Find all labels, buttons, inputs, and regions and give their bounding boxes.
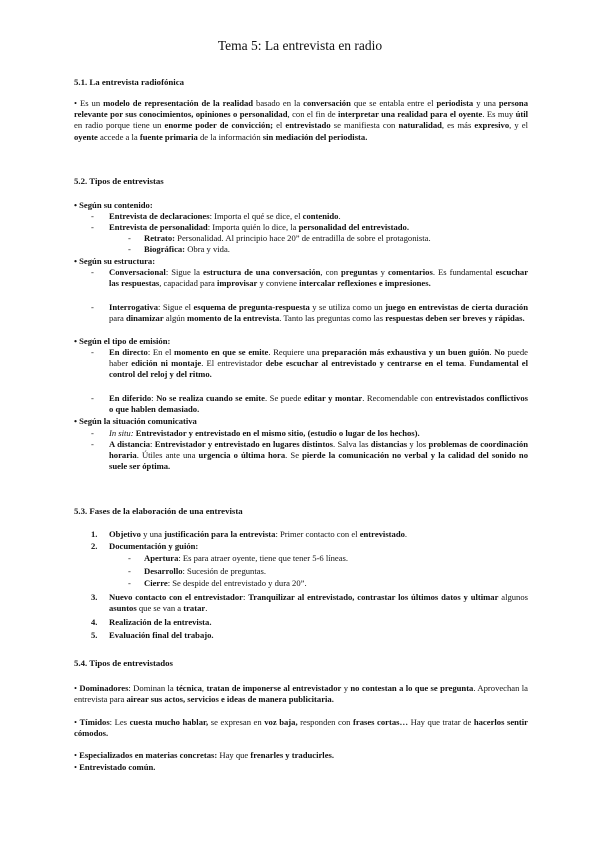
text-run: Fundamental el control del reloj y del ritmo. [109,358,528,380]
text-run: distancias [370,439,408,449]
phase-subitem-cierre [144,578,528,589]
text-run: . [464,358,470,369]
text-run: : [151,393,157,403]
text-run: : [242,592,249,602]
section-heading-5-1: 5.1. La entrevista radiofónica [74,77,185,87]
phase-item-evaluacion [109,630,528,641]
text-run: Entrevista de personalidad [109,222,208,232]
text-run: accede a la [97,131,140,142]
text-run: : En el [147,347,175,357]
list-item-diferido [109,393,528,415]
ordinal-3: 3. [91,592,98,602]
text-run: Desarrollo [144,566,183,576]
text-run: periodista [436,98,474,108]
text-run: de la información [197,131,263,142]
dash-marker: - [128,566,131,576]
ordinal-2: 2. [91,541,98,551]
text-run: que se van a [136,603,184,614]
text-run: • [74,750,80,760]
list-item-biografica [144,244,528,255]
text-run: el [272,120,286,131]
text-run: y [377,267,388,277]
text-run: y se utiliza como un [309,302,386,312]
paragraph-5-1 [74,98,528,143]
dash-marker: - [91,428,94,438]
text-run: Entrevista de declaraciones [109,211,210,221]
text-run: Especializados en materias concretas: [79,750,218,760]
text-run: entrevistado [285,120,331,131]
text-run: útil [515,109,528,120]
list-label-contenido: • Según su contenido: [74,200,153,210]
text-run: . Salva las [332,439,371,449]
text-run: Hay que tratar de [408,717,474,727]
text-run: basado en la [253,98,304,108]
phase-item-documentacion [109,541,528,552]
text-run: sin mediación del periodista. [262,131,368,142]
list-item-declaraciones [109,211,528,222]
text-run: para [109,313,126,324]
text-run: Realización de la entrevista. [109,617,212,627]
text-run: problemas de coordinación horaria [109,439,528,461]
list-label-estructura: • Según su estructura: [74,256,156,266]
text-run: Dominadores [79,683,129,693]
dash-marker: - [91,267,94,277]
text-run: . Se [285,450,303,461]
list-item-a-distancia [109,439,528,473]
text-run: Entrevistado común. [79,762,156,772]
text-run: frases cortas… [353,717,409,727]
text-run: A distancia [109,439,151,449]
text-run: hacerlos sentir cómodos. [74,717,528,739]
text-run: : Sucesión de preguntas. [182,566,267,576]
text-run: se expresan en [208,717,265,727]
section-heading-5-2: 5.2. Tipos de entrevistas [74,176,164,186]
text-run: técnica [176,683,202,693]
text-run: Conversacional [109,267,166,277]
text-run: escuchar las respuestas [109,267,529,289]
text-run: personalidad del entrevistado. [298,222,410,232]
text-run: en radio porque tiene un [74,120,165,131]
text-run: algunos [498,592,528,602]
text-run: y una [140,529,165,539]
dash-marker: - [91,393,94,403]
text-run: airear sus actos, servicios e ideas de manera publicitaria. [126,694,334,705]
text-run: interpretar una realidad para el oyente [338,109,483,120]
text-run: • [74,717,80,727]
text-run: conversación [303,98,351,108]
text-run: . Es fundamental [432,267,496,277]
text-run: . Tanto las preguntas como las [279,313,386,324]
text-run: . Útiles ante una [136,450,199,461]
text-run: , y el [509,120,529,131]
text-run: contenido [302,211,339,221]
text-run: Tranquilizar al entrevistado, contrastar los últimos datos y ultimar [248,592,499,602]
text-run: editar y montar [303,393,363,403]
text-run: y [341,683,351,693]
text-run: respuestas deben ser breves y rápidas. [385,313,525,324]
list-item-personalidad [109,222,528,233]
list-item-retrato [144,233,528,244]
text-run: oyente [74,131,98,142]
text-run: momento en que se emite [174,347,269,357]
text-run: , con [320,267,341,277]
phase-item-nuevo-contacto [109,592,528,614]
text-run: Interrogativa [109,302,159,312]
text-run: : Les [109,717,130,727]
text-run: No se realiza cuando se emite [156,393,265,403]
phase-subitem-apertura [144,553,528,564]
text-run: Cierre [144,578,168,588]
text-run: : Es para atraer oyente, tiene que tener 5-6 líneas. [178,553,349,563]
text-run: : Primer contacto con el [275,529,360,539]
text-run: Apertura [144,553,179,563]
interviewee-type-especializados [74,750,528,761]
text-run: entrevistados conflictivos o que hablen demasiado. [109,393,528,415]
phase-item-objetivo [109,529,528,540]
text-run: • [74,762,80,772]
text-run: Tímidos [79,717,110,727]
ordinal-1: 1. [91,529,98,539]
ordinal-4: 4. [91,617,98,627]
text-run: . [404,529,408,539]
text-run: asuntos [109,603,137,614]
text-run: . [338,211,341,221]
list-label-situacion: • Según la situación comunicativa [74,416,197,426]
text-run: . [205,603,208,614]
text-run: puede haber [109,347,528,369]
dash-marker: - [91,302,94,312]
text-run: Entrevistador y entrevistado en lugares distintos [154,439,333,449]
text-run: Obra y vida. [185,244,230,254]
text-run: : Sigue la [165,267,204,277]
text-run: , es más [441,120,475,131]
text-run: frenarles y traducirles. [250,750,334,760]
text-run: tratar [183,603,206,614]
text-run: Documentación y guión: [109,541,199,551]
text-run: Nuevo contacto con el entrevistador [109,592,243,602]
text-run: No [494,347,505,357]
text-run: : Se despide del entrevistado y dura 20”. [167,578,307,588]
text-run: • [74,683,80,693]
text-run: enorme poder de convicción; [164,120,273,131]
text-run: : Importa quién lo dice, la [207,222,299,232]
dash-marker: - [91,222,94,232]
text-run: modelo de representación de la realidad [103,98,254,108]
text-run: . Se puede [264,393,304,403]
text-run: entrevistado [359,529,405,539]
text-run: urgencia o última hora [198,450,286,461]
text-run: Entrevistador y entrevistado en el mismo sitio, (estudio o lugar de los hechos). [133,428,420,438]
text-run: comentarios [387,267,433,277]
interviewee-type-dominadores [74,683,528,705]
list-item-directo [109,347,528,381]
phase-subitem-desarrollo [144,566,528,577]
text-run: preparación más exhaustiva y un buen guión [322,347,490,357]
text-run: momento de la entrevista [187,313,280,324]
text-run: fuente primaria [139,131,198,142]
text-run: que se entabla entre el [350,98,437,108]
text-run: • Es un [74,98,104,108]
text-run: : Importa el qué se dice, el [209,211,303,221]
text-run: y una [473,98,499,108]
text-run: se manifiesta con [330,120,399,131]
text-run: intercalar reflexiones e impresiones. [299,278,431,289]
text-run: Evaluación final del trabajo. [109,630,214,640]
text-run: justificación para la entrevista [164,529,276,539]
text-run: naturalidad [398,120,442,131]
dash-marker: - [128,578,131,588]
text-run: . El entrevistador [201,358,266,369]
text-run: juego [385,302,406,312]
text-run: , capacidad para [159,278,217,289]
text-run: Objetivo [109,529,141,539]
text-run: debe escuchar al entrevistado y centrarse en el tema [265,358,465,369]
text-run: responden con [297,717,354,727]
text-run: . Requiere una [268,347,323,357]
text-run: voz baja, [264,717,298,727]
text-run: En directo [109,347,148,357]
text-run: persona relevante por sus conocimientos, opiniones o personalidad [74,98,528,120]
text-run: algún [163,313,188,324]
text-run: . Aprovechan la entrevista para [74,683,528,705]
text-run: preguntas [341,267,378,277]
dash-marker: - [91,439,94,449]
list-label-emision: • Según el tipo de emisión: [74,336,171,346]
text-run: . Recomendable con [362,393,436,403]
page-title: Tema 5: La entrevista en radio [217,38,383,53]
text-run: pierde la comunicación no verbal y la calidad del sonido no suele ser óptima. [109,450,528,472]
text-run: En diferido [109,393,152,403]
text-run: : Dominan la [128,683,177,693]
text-run: en entrevistas de cierta duración [405,302,528,312]
text-run: expresivo [474,120,510,131]
dash-marker: - [128,244,131,254]
text-run: esquema de pregunta-respuesta [193,302,310,312]
section-heading-5-3: 5.3. Fases de la elaboración de una entrevista [74,506,243,516]
text-run: improvisar [216,278,258,289]
list-item-in-situ [109,428,528,439]
text-run: Hay que [217,750,251,760]
text-run: , [201,683,207,693]
text-run: Personalidad. Al principio hace 20” de entradilla de sobre el protagonista. [175,233,431,243]
interviewee-type-timidos [74,717,528,739]
text-run: , con el fin de [287,109,338,120]
text-run: no contestan a lo que se pregunta [350,683,474,693]
text-run: . Es muy [482,109,516,120]
text-run: Biográfica: [144,244,186,254]
list-item-interrogativa [109,302,528,324]
text-run: . [489,347,495,357]
phase-item-realizacion [109,617,528,628]
text-run: : Sigue el [158,302,194,312]
interviewee-type-comun [74,762,528,773]
text-run: estructura de una conversación [203,267,321,277]
text-run: edición ni montaje [131,358,202,369]
text-run: tratan de imponerse al entrevistador [206,683,342,693]
text-run: Retrato: [144,233,176,243]
list-item-conversacional [109,267,528,289]
dash-marker: - [128,233,131,243]
ordinal-5: 5. [91,630,98,640]
text-run: y conviene [257,278,300,289]
text-run: cuesta mucho hablar, [129,717,209,727]
dash-marker: - [91,347,94,357]
text-run: : [150,439,155,449]
section-heading-5-4: 5.4. Tipos de entrevistados [74,658,173,668]
text-run: In situ: [109,428,134,438]
dash-marker: - [91,211,94,221]
text-run: dinamizar [125,313,164,324]
text-run: y los [407,439,429,449]
dash-marker: - [128,553,131,563]
